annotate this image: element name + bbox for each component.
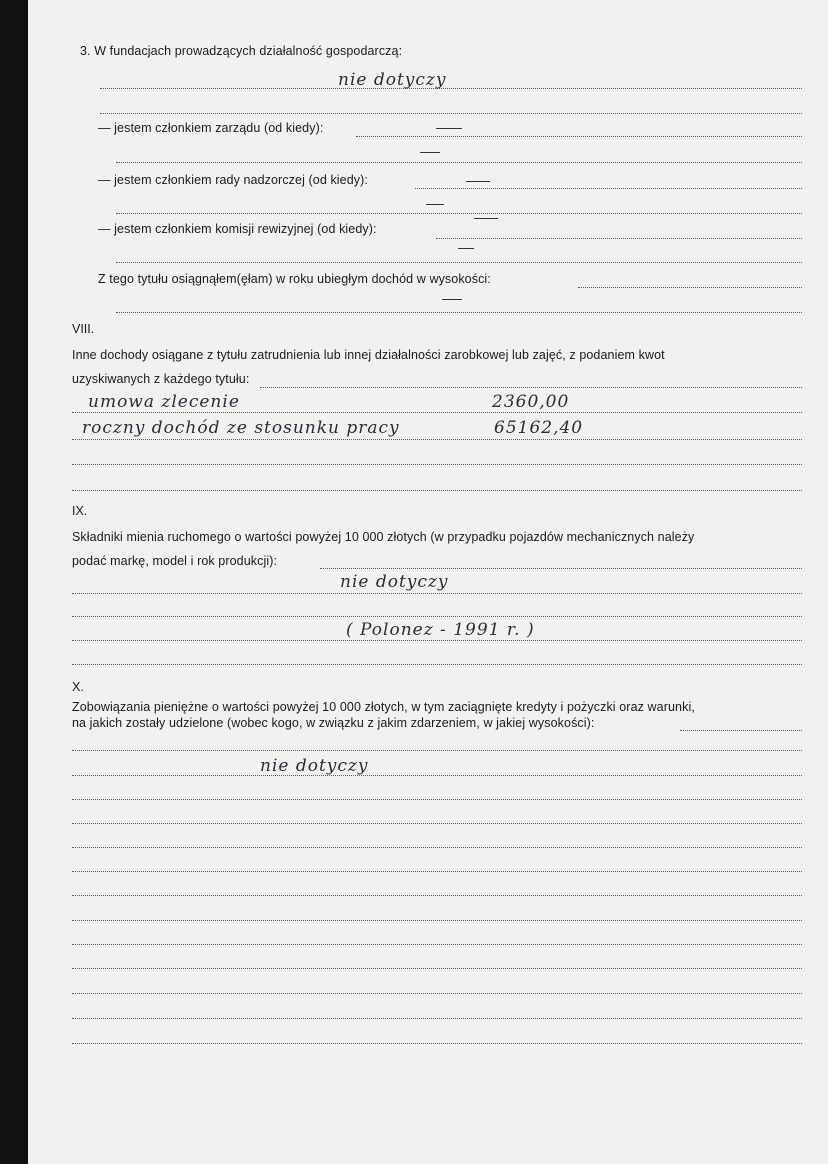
dotted-line [72,823,802,824]
section-9-text-line2: podać markę, model i rok produkcji): [72,554,278,568]
section-8-number: VIII. [72,322,95,336]
handwritten-dash [420,152,440,153]
income-entry-2-label: roczny dochód ze stosunku pracy [82,418,400,438]
rada-label: — jestem członkiem rady nadzorczej (od kiedy): [98,173,368,187]
section-9-text-line1: Składniki mienia ruchomego o wartości powyżej 10 000 złotych (w przypadku pojazdów mechanicznych należy [72,530,695,544]
section-9-number: IX. [72,504,88,518]
handwritten-dash [426,204,444,205]
handwritten-answer-zobowiazania: nie dotyczy [260,756,369,776]
dotted-line [72,640,802,641]
dotted-line [72,412,802,413]
section-10-text-line1: Zobowiązania pieniężne o wartości powyżej 10 000 złotych, w tym zaciągnięte kredyty i pożyczki oraz warunki, [72,700,695,714]
dotted-line [72,593,802,594]
dochod-label: Z tego tytułu osiągnąłem(ęłam) w roku ubiegłym dochód w wysokości: [98,272,491,286]
dotted-line [100,88,802,89]
dotted-line [72,664,802,665]
income-entry-2-amount: 65162,40 [494,418,584,438]
income-entry-1-amount: 2360,00 [492,392,570,412]
document-page [28,0,828,1164]
handwritten-dash [466,181,490,182]
dotted-line [72,871,802,872]
section-8-text-line2: uzyskiwanych z każdego tytułu: [72,372,250,386]
dotted-line [72,920,802,921]
dotted-line [578,287,802,288]
section-8-text-line1: Inne dochody osiągane z tytułu zatrudnienia lub innej działalności zarobkowej lub zajęć, z podaniem kwot [72,348,665,362]
handwritten-dash [474,218,498,219]
section-10-text-line2: na jakich zostały udzielone (wobec kogo, w związku z jakim zdarzeniem, w jakiej wysokości): [72,716,595,730]
dotted-line [72,490,802,491]
dotted-line [72,775,802,776]
dotted-line [415,188,802,189]
income-entry-1-label: umowa zlecenie [88,392,240,412]
dotted-line [72,847,802,848]
dotted-line [436,238,802,239]
handwritten-dash [458,248,474,249]
dotted-line [116,312,802,313]
zarzad-label: — jestem członkiem zarządu (od kiedy): [98,121,324,135]
dotted-line [72,895,802,896]
dotted-line [72,1018,802,1019]
dotted-line [72,616,802,617]
handwritten-answer-mienie: nie dotyczy [340,572,449,592]
dotted-line [72,1043,802,1044]
handwritten-dash [442,299,462,300]
dotted-line [320,568,802,569]
dotted-line [72,944,802,945]
dotted-line [260,387,802,388]
dotted-line [356,136,802,137]
dotted-line [116,262,802,263]
handwritten-dash [436,128,462,129]
dotted-line [72,439,802,440]
section-10-number: X. [72,680,84,694]
dotted-line [100,113,802,114]
dotted-line [72,750,802,751]
dotted-line [72,993,802,994]
handwritten-vehicle: ( Polonez - 1991 r. ) [346,620,535,640]
handwritten-answer-fundacje: nie dotyczy [338,70,447,90]
dotted-line [72,968,802,969]
section-3-heading: 3. W fundacjach prowadzących działalność gospodarczą: [80,44,403,58]
dotted-line [72,464,802,465]
dotted-line [72,799,802,800]
komisja-label: — jestem członkiem komisji rewizyjnej (od kiedy): [98,222,377,236]
dotted-line [116,213,802,214]
dotted-line [116,162,802,163]
dotted-line [680,730,802,731]
